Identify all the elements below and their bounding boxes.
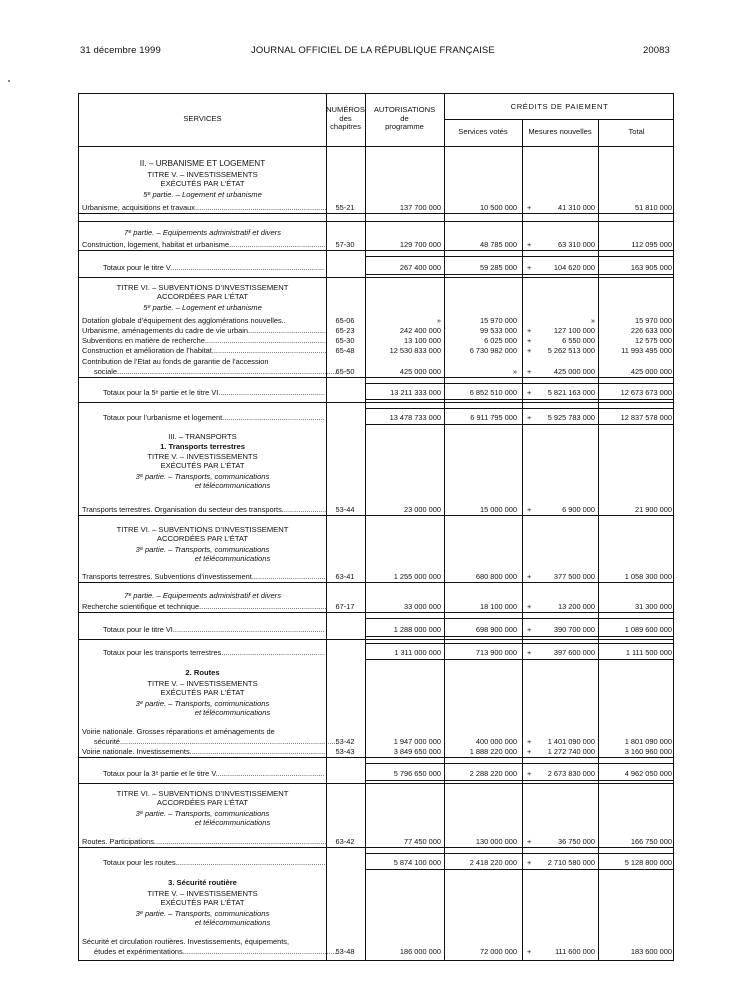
col-header-services-votes: Services votés [458,127,508,136]
subsection-title: 3. Sécurité routière [168,878,237,887]
partie-heading: 7ᵉ partie. – Equipements administratif et divers [124,591,281,600]
table-row: Subventions en matière de recherche ..... 65-30 13 100 000 6 025 000 + 6 550 000 12 575 000 [79,336,673,346]
table-row: Contribution de l’Etat au fonds de garantie de l’accession [82,357,269,366]
col-header-services: SERVICES [183,114,222,123]
row-divider [365,274,673,275]
row-divider [365,643,673,644]
titre-heading: ACCORDÉES PAR L’ÉTAT [156,798,249,807]
partie-heading: et télécommunications [194,818,271,827]
partie-heading: 3ᵉ partie. – Transports, communications [135,909,270,918]
titre-heading: EXÉCUTÉS PAR L’ÉTAT [160,461,245,470]
titre-heading: TITRE V. – INVESTISSEMENTS [147,452,258,461]
row-divider [365,853,673,854]
row-divider [365,408,673,409]
titre-heading: EXÉCUTÉS PAR L’ÉTAT [160,179,245,188]
subsection-title: 1. Transports terrestres [160,442,245,451]
row-divider [79,402,673,403]
row-divider [365,424,673,425]
table-row: sociale ..... 65-50 425 000 000 » + 425 000 000 425 000 000 [79,367,673,378]
row-divider [365,636,673,637]
titre-heading: TITRE V. – INVESTISSEMENTS [147,889,258,898]
table-row: Voirie nationale. Grosses réparations et aménagements de [82,727,275,736]
table-row: Construction et amélioration de l’habitat ..... 65-48 12 530 833 000 6 730 982 000 + 5 262 513 000 11 993 495 000 [79,346,673,356]
table-row: Voirie nationale. Investissements ..... 53-43 3 849 650 000 1 888 220 000 + 1 272 740 000 3 160 960 000 [79,747,673,758]
col-header-numeros: NUMÉROS des chapitres [326,105,365,131]
titre-heading: ACCORDÉES PAR L’ÉTAT [156,534,249,543]
titre-heading: EXÉCUTÉS PAR L’ÉTAT [160,898,245,907]
page-speck [8,80,10,82]
titre-heading: TITRE VI. – SUBVENTIONS D’INVESTISSEMENT [116,283,289,292]
partie-heading: 3ᵉ partie. – Transports, communications [135,545,270,554]
titre-heading: ACCORDÉES PAR L’ÉTAT [156,292,249,301]
row-divider [365,763,673,764]
row-divider [79,277,673,278]
col-header-credits: CRÉDITS DE PAIEMENT [510,102,609,111]
total-row: Totaux pour les routes ..... 5 874 100 000 2 418 220 000 + 2 710 580 000 5 128 800 000 [79,858,673,868]
table-row: études et expérimentations ..... 53-48 186 000 000 72 000 000 + 111 600 000 183 600 000 [79,947,673,957]
col-header-mesures-nouvelles: Mesures nouvelles [528,127,592,136]
partie-heading: et télécommunications [194,481,271,490]
subsection-title: 2. Routes [185,668,220,677]
row-divider [365,383,673,384]
total-row: Totaux pour le titre V ..... 267 400 000 59 285 000 + 104 620 000 163 905 000 [79,263,673,273]
row-divider [365,618,673,619]
row-divider [79,221,673,222]
partie-heading: et télécommunications [194,554,271,563]
partie-heading: 3ᵉ partie. – Transports, communications [135,472,270,481]
col-header-total: Total [628,127,645,136]
total-row: Totaux pour l’urbanisme et logement ..... 13 478 733 000 6 911 795 000 + 5 925 783 000 12 837 578 000 [79,413,673,423]
table-row: Transports terrestres. Subventions d’investissement ..... 63-41 1 255 000 000 680 800 000 + 377 500 000 1 058 300 000 [79,572,673,583]
row-divider [365,399,673,400]
section-title: II. – URBANISME ET LOGEMENT [139,159,266,168]
table-row: Urbanisme, acquisitions et travaux ..... 55-21 137 700 000 10 500 000 + 41 310 000 51 810 000 [79,203,673,214]
partie-heading: 3ᵉ partie. – Transports, communications [135,699,270,708]
row-divider [365,780,673,781]
row-divider [365,659,673,660]
titre-heading: TITRE VI. – SUBVENTIONS D’INVESTISSEMENT [116,789,289,798]
total-row: Totaux pour le titre VI ..... 1 288 000 000 698 900 000 + 390 700 000 1 089 600 000 [79,625,673,635]
total-row: Totaux pour les transports terrestres ..... 1 311 000 000 713 900 000 + 397 600 000 1 111 500 000 [79,648,673,658]
section-title: III. – TRANSPORTS [168,432,237,441]
col-divider [444,94,445,960]
row-divider [365,256,673,257]
titre-heading: EXÉCUTÉS PAR L’ÉTAT [160,688,245,697]
table-row: Dotation globale d’équipement des agglomérations nouvelles.. 65-06 » 15 970 000 » 15 970 000 [82,316,672,325]
row-divider [79,639,673,640]
table-row: sécurité ..... 53-42 1 947 000 000 400 000 000 + 1 401 090 000 1 801 090 000 [79,737,673,747]
col-divider [326,94,327,960]
partie-heading: et télécommunications [194,918,271,927]
col-header-autorisations: AUTORISATIONS de programme [373,105,436,131]
col-divider [365,94,366,960]
table-row: Sécurité et circulation routières. Investissements, équipements, [82,937,290,946]
partie-heading: et télécommunications [194,708,271,717]
total-row: Totaux pour la 3ᵉ partie et le titre V ..... 5 796 650 000 2 288 220 000 + 2 673 830 000 4 962 050 000 [79,769,673,779]
titre-heading: TITRE VI. – SUBVENTIONS D’INVESTISSEMENT [116,525,289,534]
partie-heading: 3ᵉ partie. – Transports, communications [135,809,270,818]
partie-heading: 5ᵉ partie. – Logement et urbanisme [143,190,262,199]
total-row: Totaux pour la 5ᵉ partie et le titre VI ..... 13 211 333 000 6 852 510 000 + 5 821 163 000 12 673 673 000 [79,388,673,398]
partie-heading: 5ᵉ partie. – Logement et urbanisme [143,303,262,312]
header-page-number: 20083 [643,45,670,56]
partie-heading: 7ᵉ partie. – Equipements administratif et divers [124,228,281,237]
table-row: Transports terrestres. Organisation du secteur des transports... ..... 53-44 23 000 000 15 000 000 + 6 900 000 21 900 000 [79,505,673,516]
header-bottom-line [79,146,673,147]
table-row: Urbanisme, aménagements du cadre de vie urbain ..... 65-23 242 400 000 99 533 000 + 127 100 000 226 633 000 [79,326,673,336]
titre-heading: TITRE V. – INVESTISSEMENTS [147,679,258,688]
titre-heading: TITRE V. – INVESTISSEMENTS [147,170,258,179]
table-row: Recherche scientifique et technique ..... 67-17 33 000 000 18 100 000 + 13 200 000 31 300 000 [79,602,673,613]
header-date: 31 décembre 1999 [80,45,161,56]
table-row: Routes. Participations ..... 63-42 77 450 000 130 000 000 + 36 750 000 166 750 000 [79,837,673,848]
header-title: JOURNAL OFFICIEL DE LA RÉPUBLIQUE FRANÇAISE [251,45,495,56]
budget-table [78,93,674,961]
credits-underline [444,119,673,120]
row-divider [365,869,673,870]
row-divider [79,783,673,784]
table-row: Construction, logement, habitat et urbanisme ..... 57-30 129 700 000 48 785 000 + 63 310 000 112 095 000 [79,240,673,251]
